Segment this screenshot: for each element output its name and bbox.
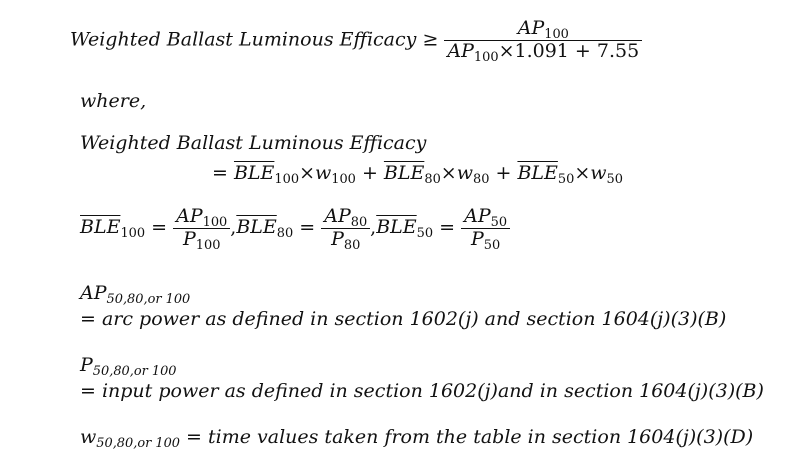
- eq1-operator: ≥: [422, 28, 439, 51]
- time-weight-var: w: [80, 426, 97, 448]
- eq2-term-var: $\overline{BLE}$: [233, 162, 275, 184]
- eq2-term: [233, 162, 356, 187]
- ble-def-den: P: [331, 227, 344, 250]
- eq1-num-sub: 100: [544, 26, 569, 42]
- ble-def-sub: 50: [416, 226, 434, 242]
- ble-definitions: [80, 206, 510, 251]
- ble-def-fraction: [173, 206, 230, 251]
- ble-def-num: AP: [464, 205, 491, 227]
- eq2-term-weight: w: [456, 162, 473, 184]
- ble-def-equals: =: [439, 216, 456, 239]
- eq2-term-weight: w: [590, 162, 607, 184]
- ble-def-den-sub: 100: [195, 237, 221, 253]
- input-power-definition: = input power as defined in section 1602(j)and in section 1604(j)(3)(B): [80, 380, 764, 402]
- eq2-rhs: [212, 162, 623, 187]
- eq2-term-weight-sub: 50: [606, 171, 623, 187]
- eq2-lhs: Weighted Ballast Luminous Efficacy: [80, 132, 427, 154]
- ble-def-num-sub: 80: [350, 214, 368, 230]
- eq2-term-weight: w: [314, 162, 332, 184]
- ble-def-num-sub: 100: [202, 214, 228, 230]
- arc-power-symbol: [80, 282, 191, 307]
- ble-def-fraction: [461, 206, 510, 251]
- eq1-num-var: AP: [517, 17, 545, 39]
- ble-def-den: P: [470, 227, 484, 250]
- eq2-term-var: $\overline{BLE}$: [383, 162, 425, 184]
- eq2-term-op: ×: [440, 162, 457, 184]
- ble-def-var: $\overline{BLE}$: [80, 216, 121, 239]
- eq2-equals: =: [212, 162, 228, 184]
- eq1-numerator: [444, 18, 642, 41]
- ble-def-var: $\overline{BLE}$: [236, 216, 277, 239]
- eq2-term-sub: 50: [557, 171, 575, 187]
- eq1-denominator: [444, 41, 642, 63]
- ble-def: [376, 216, 434, 242]
- ble-def: [80, 216, 146, 242]
- ble-def: [236, 216, 294, 242]
- ble-def-num-sub: 50: [490, 214, 508, 230]
- ble-def-sub: 80: [276, 226, 294, 242]
- time-weight-definition: [80, 426, 754, 451]
- eq2-term-weight-sub: 100: [331, 171, 356, 187]
- eq2-plus: +: [495, 162, 512, 184]
- eq1-den-var: AP: [447, 39, 474, 62]
- input-power-sub: 50,80,or 100: [92, 363, 177, 379]
- ble-def-num: AP: [324, 205, 351, 227]
- ble-def-equals: =: [299, 216, 316, 239]
- eq2-term-sub: 80: [424, 171, 441, 187]
- where-label: where,: [80, 90, 147, 112]
- eq2-term-op: ×: [299, 162, 315, 184]
- eq1-lhs: Weighted Ballast Luminous Efficacy: [70, 28, 417, 51]
- input-power-symbol: [80, 354, 177, 379]
- weighted-efficacy-inequality: [70, 18, 642, 63]
- time-weight-sub: 50,80,or 100: [96, 435, 180, 451]
- eq2-term-var: $\overline{BLE}$: [517, 162, 558, 184]
- eq2-term-weight-sub: 80: [472, 171, 490, 187]
- eq2-term: [383, 162, 490, 187]
- ble-def-equals: =: [151, 216, 168, 239]
- eq1-fraction: [444, 18, 642, 63]
- ble-def-den: P: [182, 227, 196, 250]
- time-weight-text: = time values taken from the table in section 1604(j)(3)(D): [186, 426, 754, 448]
- ble-def-sub: 100: [120, 226, 146, 242]
- eq2-plus: +: [361, 162, 378, 184]
- eq2-term-sub: 100: [274, 171, 300, 187]
- eq2-term-op: ×: [574, 162, 591, 184]
- ble-def-var: $\overline{BLE}$: [376, 216, 417, 239]
- eq1-den-sub: 100: [473, 49, 499, 65]
- arc-power-definition: = arc power as defined in section 1602(j) and section 1604(j)(3)(B): [80, 308, 727, 330]
- ble-def-sep: ,: [230, 216, 237, 239]
- ble-def-sep: ,: [370, 216, 377, 239]
- arc-power-var: AP: [80, 282, 107, 304]
- ble-def-num: AP: [176, 205, 203, 227]
- eq1-den-rest: ×1.091 + 7.55: [498, 39, 640, 62]
- eq2-term: [517, 162, 623, 187]
- ble-def-den-sub: 50: [483, 237, 501, 253]
- ble-def-den-sub: 80: [343, 237, 361, 253]
- input-power-var: P: [80, 354, 93, 376]
- ble-def-fraction: [321, 206, 370, 251]
- arc-power-sub: 50,80,or 100: [106, 291, 191, 307]
